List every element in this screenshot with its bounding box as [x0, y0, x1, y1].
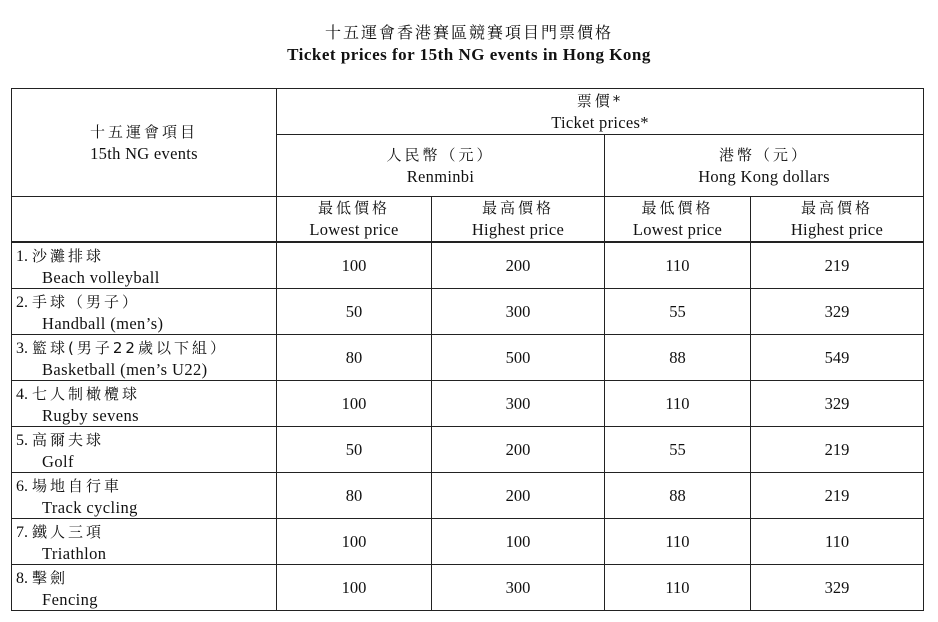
document-title — [0, 22, 938, 66]
table-row — [12, 242, 924, 289]
ticket-prices-header — [277, 89, 924, 135]
event-number: 4. — [16, 386, 28, 403]
event-name-zh: 手球（男子） — [32, 293, 141, 311]
renminbi-header — [277, 135, 605, 197]
event-name-en: Handball (men’s) — [42, 314, 164, 333]
events-header-zh: 十五運會項目 — [89, 122, 198, 141]
rmb-lowest-header-zh: 最低價格 — [317, 199, 390, 217]
hkd-lowest-cell: 110 — [605, 565, 751, 611]
rmb-lowest-cell: 100 — [277, 519, 432, 565]
event-name-zh: 鐵人三項 — [32, 523, 105, 541]
table-row — [12, 565, 924, 611]
ticket-price-table — [11, 88, 924, 611]
rmb-lowest-header — [277, 197, 432, 243]
events-header-en: 15th NG events — [90, 143, 198, 163]
renminbi-header-en: Renminbi — [406, 166, 475, 186]
hkd-header-en: Hong Kong dollars — [698, 166, 830, 186]
ticket-prices-header-zh: 票價* — [576, 91, 624, 110]
rmb-lowest-cell: 50 — [277, 289, 432, 335]
hkd-highest-cell: 329 — [751, 381, 924, 427]
event-cell — [12, 427, 277, 473]
event-number: 2. — [16, 294, 28, 311]
event-name-zh: 沙灘排球 — [32, 247, 105, 265]
rmb-highest-header-en: Highest price — [471, 220, 565, 239]
rmb-lowest-cell: 80 — [277, 473, 432, 519]
event-name-en: Golf — [42, 452, 74, 471]
event-number: 7. — [16, 524, 28, 541]
event-cell — [12, 519, 277, 565]
table-row — [12, 519, 924, 565]
event-number: 1. — [16, 248, 28, 265]
hkd-highest-cell: 329 — [751, 565, 924, 611]
rmb-highest-cell: 300 — [432, 565, 605, 611]
hkd-lowest-header — [605, 197, 751, 243]
event-name-zh: 七人制橄欖球 — [32, 385, 141, 403]
event-name-en: Triathlon — [42, 544, 107, 563]
hkd-lowest-cell: 55 — [605, 427, 751, 473]
ticket-prices-header-en: Ticket prices* — [551, 112, 649, 132]
hkd-lowest-cell: 110 — [605, 242, 751, 289]
hkd-highest-cell: 110 — [751, 519, 924, 565]
hkd-highest-cell: 549 — [751, 335, 924, 381]
hkd-lowest-cell: 88 — [605, 473, 751, 519]
hkd-header — [605, 135, 924, 197]
rmb-highest-cell: 300 — [432, 381, 605, 427]
hkd-highest-header-en: Highest price — [790, 220, 884, 239]
event-name-en: Rugby sevens — [42, 406, 139, 425]
hkd-highest-cell: 219 — [751, 427, 924, 473]
event-name-en: Track cycling — [42, 498, 138, 517]
hkd-header-zh: 港幣（元） — [719, 145, 810, 164]
rmb-lowest-cell: 100 — [277, 565, 432, 611]
hkd-highest-cell: 219 — [751, 242, 924, 289]
renminbi-header-zh: 人民幣（元） — [386, 145, 495, 164]
event-name-zh: 場地自行車 — [32, 477, 123, 495]
rmb-highest-cell: 200 — [432, 427, 605, 473]
rmb-lowest-cell: 80 — [277, 335, 432, 381]
rmb-highest-cell: 200 — [432, 242, 605, 289]
rmb-highest-cell: 200 — [432, 473, 605, 519]
title-chinese: 十五運會香港賽區競賽項目門票價格 — [324, 23, 613, 42]
header-row-3 — [12, 197, 924, 243]
event-name-zh: 擊劍 — [32, 569, 69, 587]
rmb-highest-cell: 500 — [432, 335, 605, 381]
events-header — [12, 89, 277, 197]
event-number: 5. — [16, 432, 28, 449]
rmb-highest-cell: 100 — [432, 519, 605, 565]
event-name-zh: 籃球(男子22歲以下組） — [32, 339, 228, 357]
event-name-en: Basketball (men’s U22) — [42, 360, 208, 379]
event-name-en: Beach volleyball — [42, 268, 160, 287]
hkd-lowest-header-en: Lowest price — [632, 220, 723, 239]
hkd-lowest-header-zh: 最低價格 — [641, 199, 714, 217]
rmb-highest-cell: 300 — [432, 289, 605, 335]
hkd-highest-header — [751, 197, 924, 243]
hkd-highest-cell: 219 — [751, 473, 924, 519]
rmb-lowest-cell: 100 — [277, 242, 432, 289]
event-cell — [12, 289, 277, 335]
hkd-lowest-cell: 110 — [605, 519, 751, 565]
hkd-lowest-cell: 110 — [605, 381, 751, 427]
event-name-en: Fencing — [42, 590, 98, 609]
rmb-highest-header-zh: 最高價格 — [481, 199, 554, 217]
table-row — [12, 427, 924, 473]
event-number: 8. — [16, 570, 28, 587]
event-cell — [12, 242, 277, 289]
header-row-1 — [12, 89, 924, 135]
table-row — [12, 381, 924, 427]
rmb-highest-header — [432, 197, 605, 243]
event-number: 3. — [16, 340, 28, 357]
title-english: Ticket prices for 15th NG events in Hong Kong — [287, 45, 651, 64]
rmb-lowest-cell: 50 — [277, 427, 432, 473]
event-cell — [12, 335, 277, 381]
rmb-lowest-cell: 100 — [277, 381, 432, 427]
event-number: 6. — [16, 478, 28, 495]
table-row — [12, 289, 924, 335]
hkd-lowest-cell: 88 — [605, 335, 751, 381]
hkd-highest-header-zh: 最高價格 — [801, 199, 874, 217]
event-name-zh: 高爾夫球 — [32, 431, 105, 449]
table-row — [12, 335, 924, 381]
hkd-highest-cell: 329 — [751, 289, 924, 335]
event-cell — [12, 473, 277, 519]
empty-header-cell — [12, 197, 277, 243]
table-row — [12, 473, 924, 519]
rmb-lowest-header-en: Lowest price — [309, 220, 399, 239]
event-cell — [12, 381, 277, 427]
hkd-lowest-cell: 55 — [605, 289, 751, 335]
event-cell — [12, 565, 277, 611]
